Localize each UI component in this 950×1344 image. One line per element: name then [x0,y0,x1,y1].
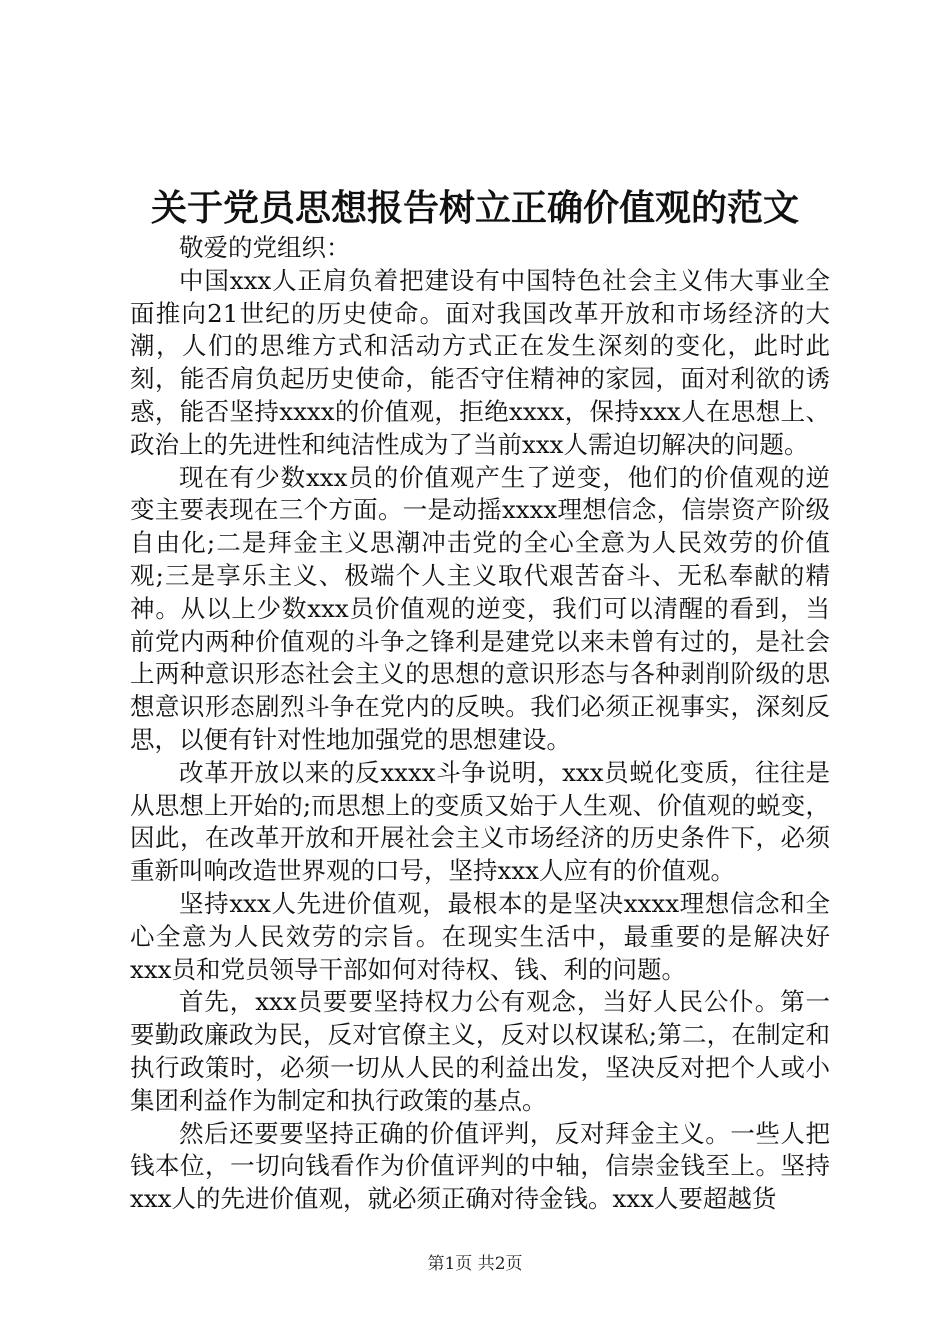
paragraph: 中国xxx人正肩负着把建设有中国特色社会主义伟大事业全面推向21世纪的历史使命。面对我国改革开放和市场经济的大潮，人们的思维方式和活动方式正在发生深刻的变化，此时此刻，能否肩负起历史使命，能否守住精神的家园，面对利欲的诱惑，能否坚持xxxx的价值观，拒绝xxxx，保持xxx人在思想上、政治上的先进性和纯洁性成为了当前xxx人需迫切解决的问题。 [130,265,830,459]
paragraph: 改革开放以来的反xxxx斗争说明，xxx员蜕化变质，往往是从思想上开始的;而思想上的变质又始于人生观、价值观的蜕变，因此，在改革开放和开展社会主义市场经济的历史条件下，必须重新叫响改造世界观的口号，坚持xxx人应有的价值观。 [130,757,830,886]
paragraph: 现在有少数xxx员的价值观产生了逆变，他们的价值观的逆变主要表现在三个方面。一是动摇xxxx理想信念，信崇资产阶级自由化;二是拜金主义思潮冲击党的全心全意为人民效劳的价值观;三是享乐主义、极端个人主义取代艰苦奋斗、无私奉献的精神。从以上少数xxx员价值观的逆变，我们可以清醒的看到，当前党内两种价值观的斗争之锋利是建党以来未曾有过的，是社会上两种意识形态社会主义的思想的意识形态与各种剥削阶级的思想意识形态剧烈斗争在党内的反映。我们必须正视事实，深刻反思，以便有针对性地加强党的思想建设。 [130,462,830,754]
paragraph: 然后还要要坚持正确的价值评判，反对拜金主义。一些人把钱本位，一切向钱看作为价值评判的中轴，信崇金钱至上。坚持xxx人的先进价值观，就必须正确对待金钱。xxx人要超越货 [130,1118,830,1214]
salutation: 敬爱的党组织： [179,233,351,262]
paragraph: 坚持xxx人先进价值观，最根本的是坚决xxxx理想信念和全心全意为人民效劳的宗旨。在现实生活中，最重要的是解决好xxx员和党员领导干部如何对待权、钱、利的问题。 [130,888,830,984]
document-body [130,232,830,1216]
document-title: 关于党员思想报告树立正确价值观的范文 [150,187,799,229]
page-footer: 第1页 共2页 [427,1254,523,1274]
paragraph: 首先，xxx员要要坚持权力公有观念，当好人民公仆。第一要勤政廉政为民，反对官僚主义，反对以权谋私;第二，在制定和执行政策时，必须一切从人民的利益出发，坚决反对把个人或小集团利益作为制定和执行政策的基点。 [130,987,830,1115]
